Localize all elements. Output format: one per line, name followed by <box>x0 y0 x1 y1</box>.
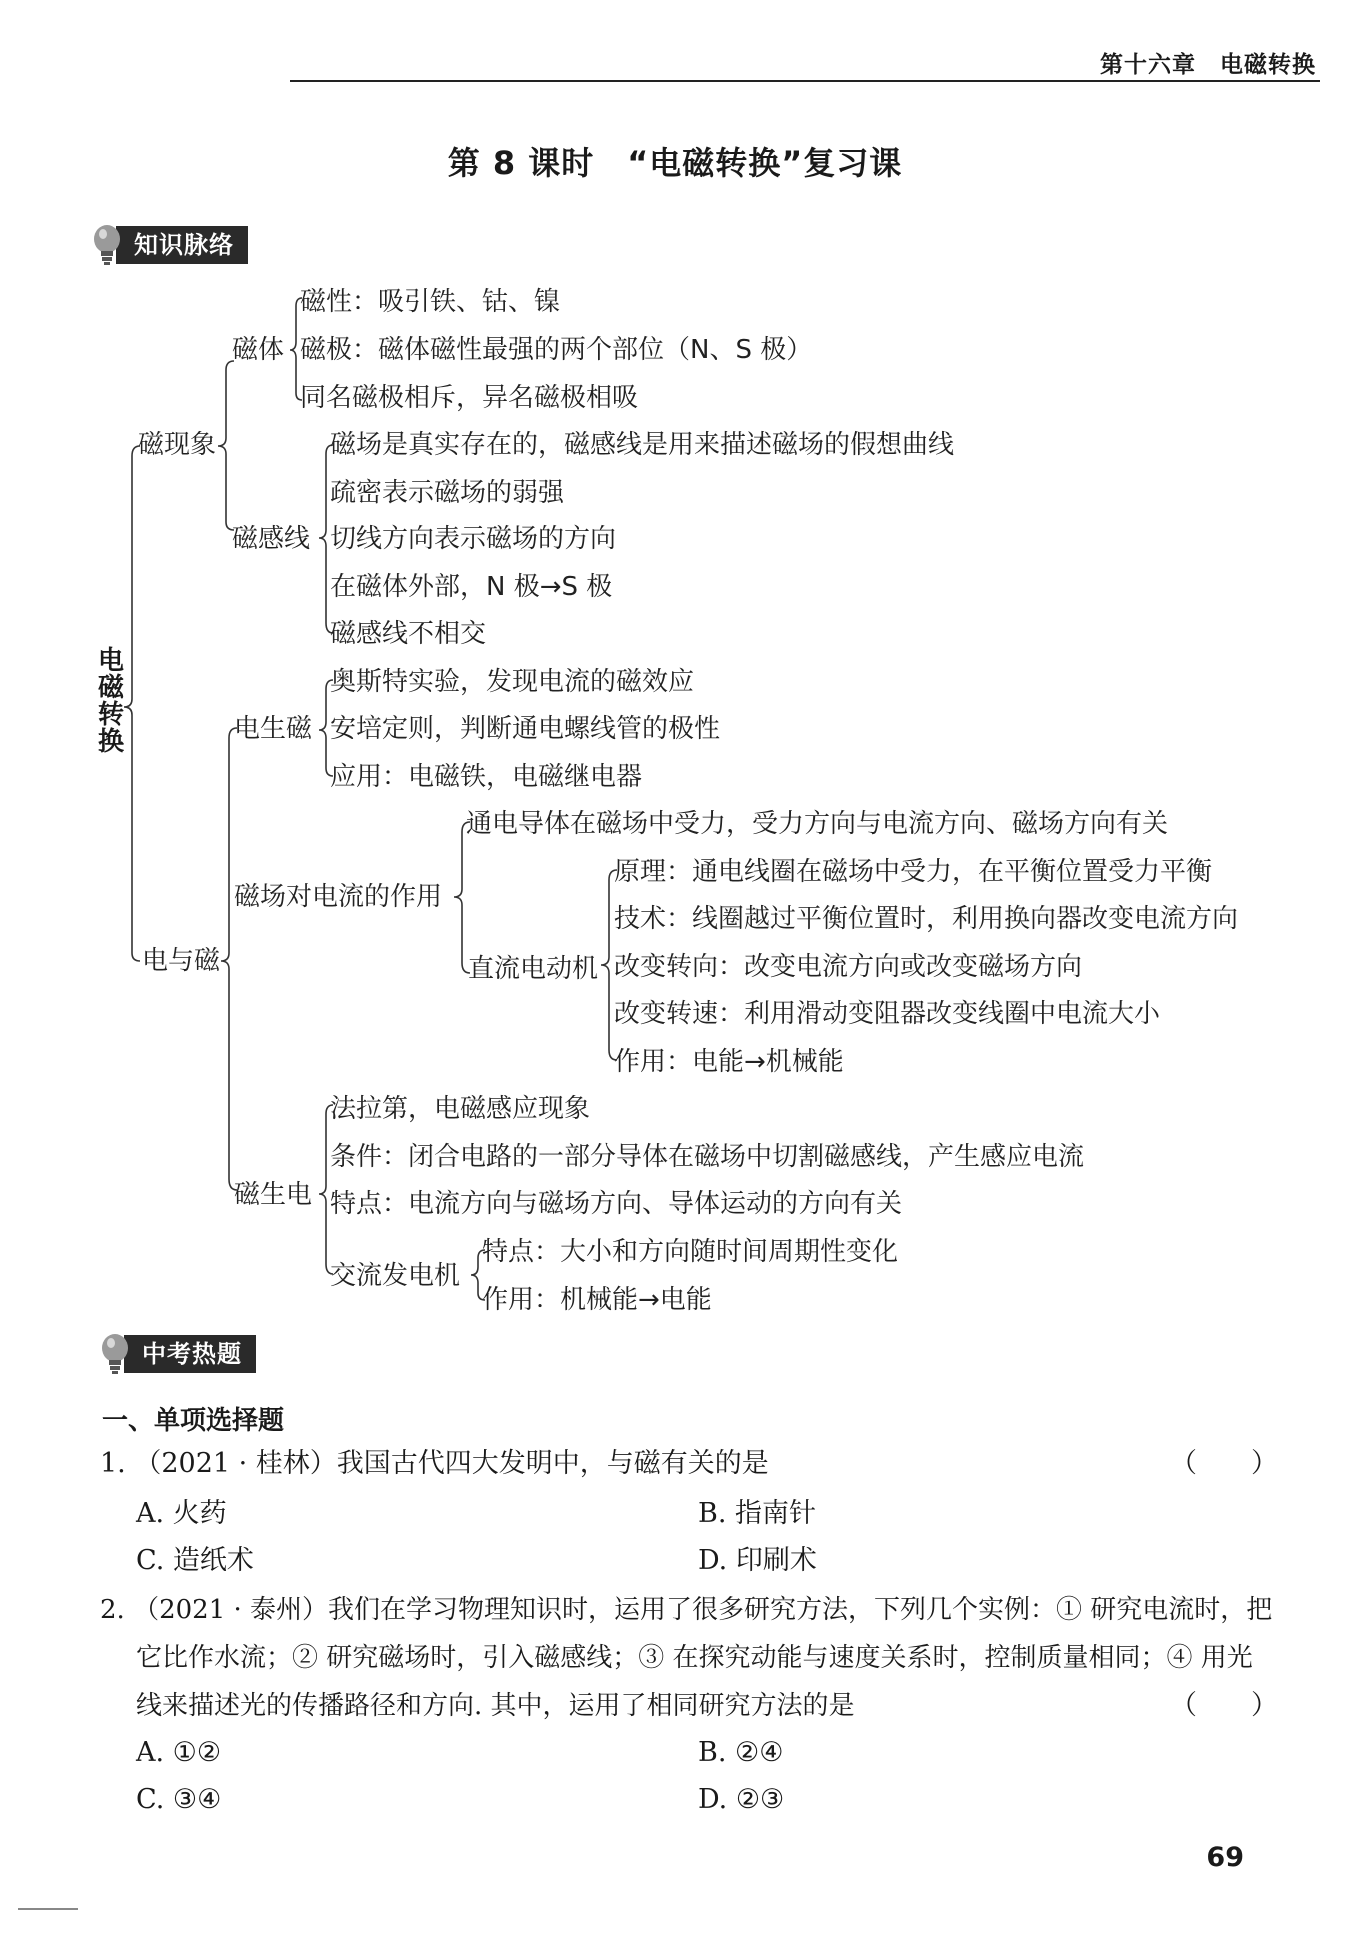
tree-leaf: 同名磁极相斥，异名磁极相吸 <box>300 383 639 413</box>
tree-node-magnet: 磁体 <box>232 335 285 365</box>
footer-rule <box>18 1908 78 1910</box>
question-2-option-a[interactable]: A. ①② <box>136 1737 222 1768</box>
hot-section-badge <box>100 1335 256 1373</box>
tree-leaf: 磁性：吸引铁、钴、镍 <box>300 287 561 317</box>
tree-node-dc-motor: 直流电动机 <box>468 954 599 984</box>
tree-node-field-on-current: 磁场对电流的作用 <box>234 882 443 912</box>
question-2-stem-line-1: 2. （2021 · 泰州）我们在学习物理知识时，运用了很多研究方法，下列几个实例：① 研究电流时，把 <box>100 1595 1273 1625</box>
tree-leaf: 奥斯特实验，发现电流的磁效应 <box>330 667 695 697</box>
question-1-answer-blank[interactable]: （ ） <box>1170 1448 1278 1479</box>
tree-leaf: 特点：电流方向与磁场方向、导体运动的方向有关 <box>330 1189 903 1219</box>
tree-leaf: 应用：电磁铁，电磁继电器 <box>330 762 643 792</box>
hot-section-label: 中考热题 <box>124 1335 256 1373</box>
question-2-option-c[interactable]: C. ③④ <box>136 1784 222 1815</box>
tree-leaf: 改变转向：改变电流方向或改变磁场方向 <box>614 952 1083 982</box>
lesson-title: 第 8 课时 “电磁转换”复习课 <box>447 144 903 182</box>
tree-node-magnet-phenomena: 磁现象 <box>138 430 217 460</box>
tree-leaf: 条件：闭合电路的一部分导体在磁场中切割磁感线，产生感应电流 <box>330 1142 1085 1172</box>
tree-leaf: 疏密表示磁场的弱强 <box>330 478 565 508</box>
tree-leaf: 技术：线圈越过平衡位置时，利用换向器改变电流方向 <box>614 904 1239 934</box>
tree-leaf: 磁场是真实存在的，磁感线是用来描述磁场的假想曲线 <box>330 430 955 460</box>
page-number: 69 <box>1206 1842 1244 1873</box>
lightbulb-icon <box>100 1333 130 1375</box>
tree-leaf: 磁极：磁体磁性最强的两个部位（N、S 极） <box>300 335 813 365</box>
question-2-option-b[interactable]: B. ②④ <box>698 1737 784 1768</box>
tree-node-field-lines: 磁感线 <box>232 524 311 554</box>
tree-leaf: 作用：机械能→电能 <box>482 1285 712 1315</box>
question-2-option-d[interactable]: D. ②③ <box>698 1784 785 1815</box>
tree-leaf: 作用：电能→机械能 <box>614 1047 844 1077</box>
tree-node-ac-gen: 交流发电机 <box>330 1261 461 1291</box>
tree-root: 电磁转换 <box>97 646 124 757</box>
question-2-stem-line-3: 线来描述光的传播路径和方向. 其中，运用了相同研究方法的是 <box>136 1691 855 1721</box>
tree-leaf: 磁感线不相交 <box>330 619 487 649</box>
tree-leaf: 法拉第，电磁感应现象 <box>330 1094 591 1124</box>
question-1-stem: 1. （2021 · 桂林）我国古代四大发明中，与磁有关的是 <box>100 1448 769 1479</box>
tree-node-elec-mag: 电与磁 <box>142 946 221 976</box>
tree-leaf: 安培定则，判断通电螺线管的极性 <box>330 714 721 744</box>
knowledge-section-label: 知识脉络 <box>116 226 248 264</box>
lightbulb-icon <box>92 224 122 266</box>
tree-leaf: 切线方向表示磁场的方向 <box>330 524 617 554</box>
tree-leaf: 改变转速：利用滑动变阻器改变线圈中电流大小 <box>614 999 1161 1029</box>
chapter-header: 第十六章 电磁转换 <box>1100 52 1316 78</box>
question-1-option-c[interactable]: C. 造纸术 <box>136 1545 254 1576</box>
tree-leaf: 在磁体外部，N 极→S 极 <box>330 572 613 602</box>
question-2-stem-line-2: 它比作水流；② 研究磁场时，引入磁感线；③ 在探究动能与速度关系时，控制质量相同；④ 用光 <box>136 1643 1253 1673</box>
tree-node-mag-to-elec: 磁生电 <box>234 1180 313 1210</box>
tree-leaf: 特点：大小和方向随时间周期性变化 <box>482 1237 899 1267</box>
question-1-option-a[interactable]: A. 火药 <box>136 1498 227 1529</box>
question-1-option-d[interactable]: D. 印刷术 <box>698 1545 817 1576</box>
tree-leaf: 通电导体在磁场中受力，受力方向与电流方向、磁场方向有关 <box>466 809 1169 839</box>
question-2-answer-blank[interactable]: （ ） <box>1170 1690 1278 1721</box>
tree-node-elec-to-mag: 电生磁 <box>234 714 313 744</box>
question-1-option-b[interactable]: B. 指南针 <box>698 1498 817 1529</box>
question-type-heading: 一、单项选择题 <box>102 1406 285 1436</box>
tree-leaf: 原理：通电线圈在磁场中受力，在平衡位置受力平衡 <box>614 857 1213 887</box>
